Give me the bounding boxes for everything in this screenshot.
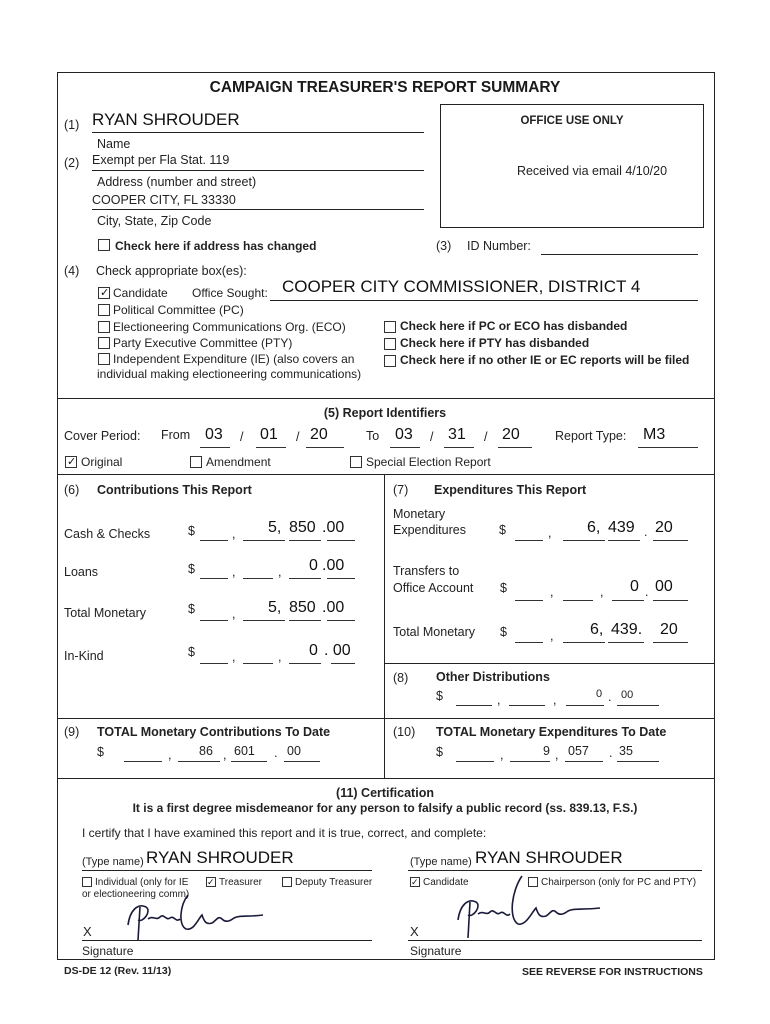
exp-field-3 [608,540,640,541]
treasurer-label: Treasurer [219,877,262,888]
loans-label: Loans [64,565,99,579]
left-signature-label: Signature [82,944,134,958]
cash-field-3 [289,540,321,541]
total-exp-comma-1: , [550,629,554,643]
special-election-label: Special Election Report [366,455,491,469]
contrib-to-date-field-4 [284,761,320,762]
loans-cents[interactable]: .00 [322,557,345,574]
contributions-title: Contributions This Report [97,483,252,497]
right-signature-icon [450,872,610,942]
transfers-field-2 [563,600,593,601]
check-mark-icon: ✓ [411,877,419,887]
monetary-exp-label-2: Expenditures [393,523,466,537]
pty-checkbox[interactable] [98,337,110,349]
no-other-reports-label: Check here if no other IE or EC reports will be filed [400,353,690,367]
total-exp-thousands[interactable]: 6, [590,621,604,638]
total-exp-label: Total Monetary [393,625,475,639]
total-exp-to-date-title: TOTAL Monetary Expenditures To Date [436,725,667,739]
section-6-number: (6) [64,483,80,497]
divider-section-6 [57,474,715,475]
exp-value[interactable]: 439 [608,519,635,536]
section-4-number: (4) [64,264,80,278]
total-exp-field-1 [515,642,543,643]
loans-comma-2: , [278,565,282,579]
amendment-label: Amendment [206,455,271,469]
from-slash-2: / [296,430,300,444]
inkind-dollar-sign: $ [188,645,195,659]
expenditures-title: Expenditures This Report [434,483,587,497]
total-contrib-to-date-title: TOTAL Monetary Contributions To Date [97,725,331,739]
section-2-number: (2) [64,156,80,170]
contrib-to-date-thousands[interactable]: 86 [199,744,213,758]
office-use-title: OFFICE USE ONLY [520,115,624,127]
inkind-label: In-Kind [64,649,104,663]
certification-statement: I certify that I have examined this report and it is true, correct, and complete: [82,826,487,840]
total-contrib-value[interactable]: 850 [289,599,316,616]
total-contrib-field-2 [243,620,285,621]
contrib-to-date-field-1 [124,761,162,762]
section-7-number: (7) [393,483,409,497]
from-label: From [161,428,191,442]
eco-label: Electioneering Communications Org. (ECO) [113,320,346,334]
total-exp-value[interactable]: 439. [611,621,643,638]
left-x-mark: X [83,924,92,939]
transfers-dot: . [645,585,649,599]
cash-field-1 [200,540,228,541]
to-year-underline [498,447,532,448]
candidate-sign-checkbox[interactable] [410,877,420,887]
section-9-number: (9) [64,725,80,739]
exp-to-date-hundreds[interactable]: 057 [568,744,589,758]
other-dist-cents[interactable]: 00 [621,689,634,701]
inkind-field-1 [200,663,228,664]
address-changed-label: Check here if address has changed [115,239,317,253]
other-dist-dollar-sign: $ [436,689,443,703]
pc-checkbox[interactable] [98,304,110,316]
other-dist-field-2 [509,705,545,706]
contrib-to-date-field-2 [178,761,220,762]
cash-thousands[interactable]: 5, [268,519,282,536]
other-dist-field-4 [617,705,659,706]
loans-field-4 [327,578,355,579]
contrib-to-date-comma-2: , [223,748,227,762]
address-changed-checkbox[interactable] [98,239,110,251]
original-checkbox[interactable] [65,456,77,468]
transfers-comma-2: , [600,585,604,599]
original-label: Original [81,455,123,469]
contrib-to-date-dot: . [274,746,278,760]
cash-value[interactable]: 850 [289,519,316,536]
eco-checkbox[interactable] [98,321,110,333]
other-dist-comma-1: , [497,693,501,707]
pc-disbanded-label: Check here if PC or ECO has disbanded [400,319,628,333]
ie-label: Independent Expenditure (IE) (also covers an [113,352,355,366]
address-value[interactable]: Exempt per Fla Stat. 119 [92,153,230,167]
exp-to-date-field-3 [565,761,603,762]
cash-dollar-sign: $ [188,524,195,538]
inkind-cents[interactable]: . 00 [324,642,351,659]
address-underline [92,170,424,171]
left-signature-line [82,940,372,941]
exp-field-2 [563,540,605,541]
from-day-underline [256,447,286,448]
transfers-field-3 [612,600,644,601]
cash-cents[interactable]: .00 [322,519,345,536]
exp-field-1 [515,540,543,541]
certification-title: (11) Certification [336,786,434,800]
right-x-mark: X [410,924,419,939]
right-type-name-label: (Type name) [410,856,472,868]
other-dist-value[interactable]: 0 [596,688,603,700]
section-1-number: (1) [64,118,80,132]
certification-warning: It is a first degree misdemeanor for any person to falsify a public record (ss. 839.13, F.S.) [132,801,638,815]
contrib-to-date-dollar-sign: $ [97,745,104,759]
cash-field-4 [327,540,355,541]
right-typed-name[interactable]: RYAN SHROUDER [475,848,623,867]
from-month[interactable]: 03 [205,426,223,443]
office-sought-underline [270,300,698,301]
candidate-sign-label: Candidate [423,877,469,888]
deputy-treasurer-label: Deputy Treasurer [295,877,373,888]
left-type-name-label: (Type name) [82,856,144,868]
pc-label: Political Committee (PC) [113,303,244,317]
divider-section-9 [57,718,715,719]
individual-label-continued: or electioneering comm) [82,889,190,900]
report-type-value[interactable]: M3 [643,426,666,443]
see-reverse-note: SEE REVERSE FOR INSTRUCTIONS [522,966,703,978]
total-contrib-field-3 [289,620,321,621]
chairperson-label: Chairperson (only for PC and PTY) [541,877,697,888]
exp-to-date-field-2 [510,761,550,762]
office-sought-label: Office Sought: [192,286,268,300]
office-use-note: Received via email 4/10/20 [516,164,668,178]
individual-label: Individual (only for IE [95,877,189,888]
to-day[interactable]: 31 [448,426,466,443]
section-4-label: Check appropriate box(es): [96,264,247,278]
transfers-comma-1: , [550,585,554,599]
right-signature-line [408,940,702,941]
city-label: City, State, Zip Code [97,214,212,228]
loans-field-2 [243,578,273,579]
exp-comma-1: , [548,526,552,540]
inkind-value[interactable]: 0 [309,642,318,659]
pty-label: Party Executive Committee (PTY) [113,336,293,350]
loans-field-3 [289,578,321,579]
cover-period-label: Cover Period: [64,429,141,443]
transfers-field-1 [515,600,543,601]
check-mark-icon: ✓ [207,877,215,887]
special-election-checkbox[interactable] [350,456,362,468]
transfers-label-1: Transfers to [393,564,460,578]
total-contrib-comma-1: , [232,607,236,621]
contrib-to-date-cents[interactable]: 00 [287,744,301,758]
no-other-reports-checkbox[interactable] [384,355,396,367]
form-number: DS-DE 12 (Rev. 11/13) [64,965,172,977]
individual-checkbox[interactable] [82,877,92,887]
cash-checks-label: Cash & Checks [64,527,151,541]
ie-label-continued: individual making electioneering communications) [97,367,362,381]
exp-cents[interactable]: 20 [655,519,673,536]
total-exp-field-4 [653,642,688,643]
total-exp-field-2 [563,642,605,643]
to-month[interactable]: 03 [395,426,413,443]
to-slash-1: / [430,430,434,444]
divider-section-5 [57,398,715,399]
total-contrib-thousands[interactable]: 5, [268,599,282,616]
total-contrib-cents[interactable]: .00 [322,599,345,616]
exp-field-4 [653,540,688,541]
loans-dollar-sign: $ [188,562,195,576]
check-mark-icon: ✓ [100,287,110,299]
report-identifiers-title: (5) Report Identifiers [323,406,447,420]
report-type-label: Report Type: [555,429,627,443]
total-exp-cents[interactable]: 20 [660,621,678,638]
name-underline [92,132,424,133]
section-10-number: (10) [393,725,416,739]
contrib-to-date-hundreds[interactable]: 601 [234,744,255,758]
monetary-exp-label-1: Monetary [393,507,446,521]
divider-section-8 [384,663,715,664]
inkind-comma-2: , [278,650,282,664]
right-name-underline [408,870,702,871]
other-distributions-title: Other Distributions [436,670,550,684]
form-title: CAMPAIGN TREASURER'S REPORT SUMMARY [209,79,561,96]
exp-to-date-dollar-sign: $ [436,745,443,759]
candidate-label: Candidate [113,286,168,300]
cash-field-2 [243,540,285,541]
total-contrib-field-1 [200,620,228,621]
exp-to-date-comma-1: , [500,748,504,762]
divider-section-11 [57,778,715,779]
inkind-field-4 [331,663,355,664]
transfers-value[interactable]: 0 [630,578,639,595]
loans-comma-1: , [232,565,236,579]
vertical-divider-6-7 [384,474,385,778]
exp-dollar-sign: $ [499,523,506,537]
from-year-underline [306,447,344,448]
exp-to-date-field-4 [617,761,659,762]
total-exp-dollar-sign: $ [500,625,507,639]
total-contrib-label: Total Monetary [64,606,146,620]
section-3-number: (3) [436,239,452,253]
total-contrib-dollar-sign: $ [188,602,195,616]
pty-disbanded-checkbox[interactable] [384,338,396,350]
from-year[interactable]: 20 [310,426,328,443]
total-exp-field-3 [608,642,644,643]
inkind-field-2 [243,663,273,664]
other-dist-comma-2: , [553,693,557,707]
to-month-underline [390,447,420,448]
contrib-to-date-comma-1: , [168,748,172,762]
right-signature-label: Signature [410,944,462,958]
from-day[interactable]: 01 [260,426,278,443]
name-label: Name [97,137,131,151]
city-value[interactable]: COOPER CITY, FL 33330 [92,193,236,207]
candidate-name-value[interactable]: RYAN SHROUDER [92,110,240,129]
office-sought-value[interactable]: COOPER CITY COMMISSIONER, DISTRICT 4 [282,277,641,296]
to-year[interactable]: 20 [502,426,520,443]
report-type-underline [638,447,698,448]
left-typed-name[interactable]: RYAN SHROUDER [146,848,294,867]
from-slash-1: / [240,430,244,444]
exp-to-date-thousands[interactable]: 9 [543,744,550,758]
cash-comma-1: , [232,527,236,541]
inkind-comma-1: , [232,650,236,664]
to-label: To [366,429,380,443]
other-dist-field-1 [456,705,492,706]
pty-disbanded-label: Check here if PTY has disbanded [400,336,590,350]
to-day-underline [444,447,474,448]
other-dist-field-3 [566,705,604,706]
transfers-dollar-sign: $ [500,581,507,595]
inkind-field-3 [289,663,321,664]
left-signature-icon [118,885,268,945]
exp-to-date-dot: . [609,746,613,760]
amendment-checkbox[interactable] [190,456,202,468]
from-month-underline [200,447,230,448]
id-number-field[interactable] [541,254,698,255]
exp-to-date-cents[interactable]: 35 [619,744,633,758]
left-name-underline [82,870,372,871]
ie-checkbox[interactable] [98,353,110,365]
deputy-treasurer-checkbox[interactable] [282,877,292,887]
check-mark-icon: ✓ [67,456,77,468]
transfers-label-2: Office Account [393,581,474,595]
loans-field-1 [200,578,228,579]
exp-dot: . [644,525,648,539]
id-number-label: ID Number: [467,239,531,253]
city-underline [92,209,424,210]
to-slash-2: / [484,430,488,444]
address-label: Address (number and street) [97,175,257,189]
candidate-checkbox[interactable] [98,287,110,299]
pc-disbanded-checkbox[interactable] [384,321,396,333]
transfers-field-4 [653,600,688,601]
loans-value[interactable]: 0 [309,557,318,574]
section-8-number: (8) [393,671,409,685]
contrib-to-date-field-3 [231,761,267,762]
exp-to-date-field-1 [456,761,494,762]
transfers-cents[interactable]: 00 [655,578,673,595]
other-dist-dot: . [608,690,612,704]
exp-to-date-comma-2: , [555,748,559,762]
exp-thousands[interactable]: 6, [587,519,601,536]
total-contrib-field-4 [327,620,355,621]
